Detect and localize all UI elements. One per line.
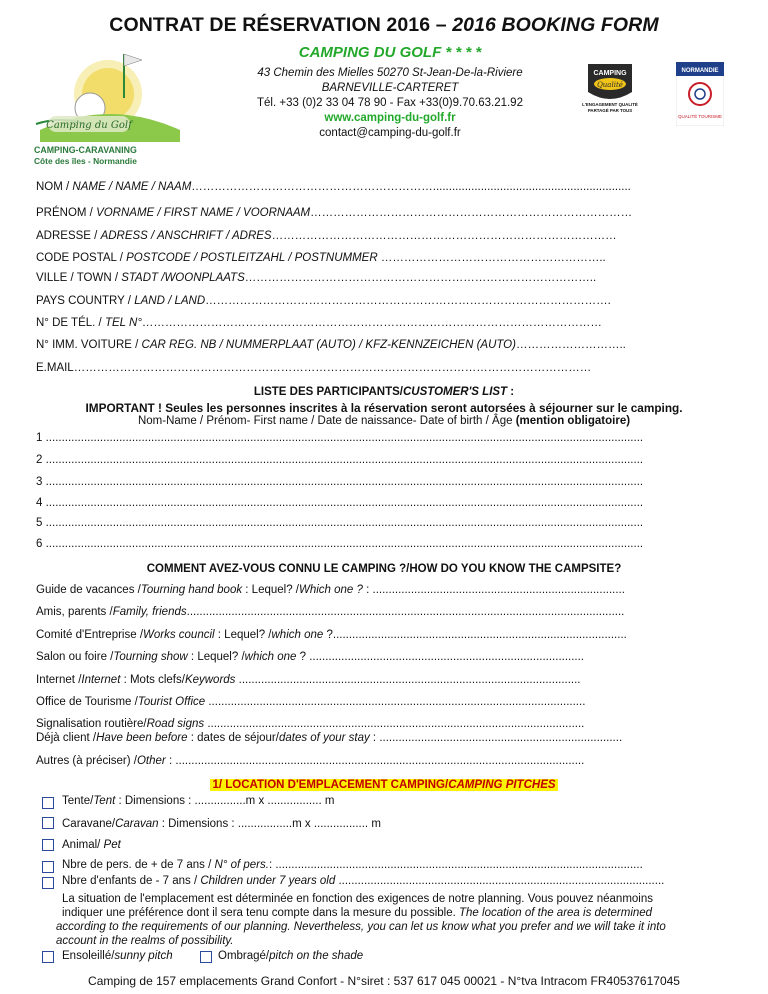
howknow-show[interactable]: Salon ou foire /Tourning show : Lequel? /which one ? ......................................................................................: [36, 651, 584, 663]
svg-text:Qualité: Qualité: [597, 81, 623, 89]
sunny-label: Ensoleillé/sunny pitch: [62, 950, 173, 962]
pitch-note-line-3: according to the requirements of our planning. Nevertheless, you can let us know what you prefer and we will take it into: [56, 921, 666, 933]
camp-name: CAMPING DU GOLF * * * *: [298, 44, 482, 61]
field-prenom[interactable]: PRÉNOM / VORNAME / FIRST NAME / VOORNAAM…………………………………………………………………………: [36, 207, 633, 219]
caravan-checkbox[interactable]: [42, 817, 54, 829]
page-title: CONTRAT DE RÉSERVATION 2016 – 2016 BOOKING FORM: [109, 14, 659, 36]
svg-text:L'ENGAGEMENT QUALITÉ: L'ENGAGEMENT QUALITÉ: [582, 102, 638, 107]
participant-row[interactable]: 6 ...........................................................................................................................................................................................: [36, 538, 644, 550]
pitch-note-line-2: indiquer une préférence dont il sera tenu compte dans la mesure du possible. The location of the area is determined: [62, 907, 653, 919]
field-telephone[interactable]: N° DE TÉL. / TEL N°…………………………………………………………………………………………………………: [36, 317, 602, 329]
participants-heading: LISTE DES PARTICIPANTS/CUSTOMER'S LIST :: [253, 386, 515, 398]
adults-checkbox[interactable]: [42, 861, 54, 873]
field-pays[interactable]: PAYS COUNTRY / LAND / LAND…………………………………………………………………………………………….: [36, 295, 611, 307]
howknow-previous-client[interactable]: Déjà client /Have been before : dates de séjour/dates of your stay : ............................................................................: [36, 732, 623, 744]
svg-text:CAMPING: CAMPING: [593, 70, 627, 77]
tent-checkbox[interactable]: [42, 797, 54, 809]
pitches-heading: 1/ LOCATION D'EMPLACEMENT CAMPING/CAMPING PITCHES: [212, 779, 556, 791]
participant-row[interactable]: 2 ...........................................................................................................................................................................................: [36, 454, 644, 466]
tent-dimensions[interactable]: Tente/Tent : Dimensions : ................m x ................. m: [62, 795, 335, 807]
participants-important: IMPORTANT ! Seules les personnes inscrites à la réservation seront autorsées à séjourner sur le camping.: [85, 401, 683, 415]
address-line-2: BARNEVILLE-CARTERET: [321, 82, 459, 94]
howknow-heading: COMMENT AVEZ-VOUS CONNU LE CAMPING ?/HOW DO YOU KNOW THE CAMPSITE?: [146, 563, 622, 575]
howknow-other[interactable]: Autres (à préciser) /Other : ................................................................................................................................: [36, 755, 585, 767]
address-line-1: 43 Chemin des Mielles 50270 St-Jean-De-la-Riviere: [257, 67, 523, 79]
field-email[interactable]: E.MAIL………………………………………………………………………………………………………………………: [36, 362, 592, 374]
howknow-works-council[interactable]: Comité d'Entreprise /Works council : Lequel? /which one ?............................................................................................: [36, 629, 627, 641]
howknow-internet[interactable]: Internet /Internet : Mots clefs/Keywords ...........................................................................................................: [36, 674, 581, 686]
svg-text:PARTAGÉ PAR TOUS: PARTAGÉ PAR TOUS: [587, 108, 633, 113]
participant-row[interactable]: 4 ...........................................................................................................................................................................................: [36, 497, 644, 509]
svg-text:Camping du Golf: Camping du Golf: [46, 120, 132, 131]
field-code-postal[interactable]: CODE POSTAL / POSTCODE / POSTLEITZAHL / POSTNUMMER …………………………………………………..: [36, 252, 606, 264]
camping-logo: [30, 50, 190, 170]
participant-row[interactable]: 3 ...........................................................................................................................................................................................: [36, 476, 644, 488]
participants-columns: Nom-Name / Prénom- First name / Date de naissance- Date of birth / Âge (mention obligatoire): [137, 415, 631, 427]
participant-row[interactable]: 5 ...........................................................................................................................................................................................: [36, 517, 644, 529]
children-count-field[interactable]: Nbre d'enfants de - 7 ans / Children under 7 years old ......................................................................................................: [62, 875, 665, 887]
field-adresse[interactable]: ADRESSE / ADRESS / ANSCHRIFT / ADRES………………………………………………………………………………: [36, 230, 617, 242]
howknow-tourist-office[interactable]: Office de Tourisme /Tourist Office ......................................................................................................................: [36, 696, 586, 708]
svg-text:Côte des îles - Normandie: Côte des îles - Normandie: [34, 156, 137, 166]
website-link[interactable]: www.camping-du-golf.fr: [324, 112, 456, 124]
howknow-guide[interactable]: Guide de vacances /Tourning hand book : Lequel? /Which one ? : ...............................................................................: [36, 584, 625, 596]
svg-text:NORMANDIE: NORMANDIE: [681, 68, 719, 74]
svg-text:QUALITÉ TOURISME: QUALITÉ TOURISME: [677, 114, 723, 119]
svg-text:CAMPING-CARAVANING: CAMPING-CARAVANING: [34, 145, 137, 155]
pitch-note-line-1: La situation de l'emplacement est déterminée en fonction des exigences de notre planning. Vous pouvez néanmoins: [62, 893, 653, 905]
howknow-friends[interactable]: Amis, parents /Family, friends.........................................................................................................................................: [36, 606, 625, 618]
animal-label: Animal/ Pet: [62, 839, 121, 851]
howknow-road-signs[interactable]: Signalisation routière/Road signs ......................................................................................................................: [36, 718, 585, 730]
caravan-dimensions[interactable]: Caravane/Caravan : Dimensions : .................m x ................. m: [62, 818, 381, 830]
shade-checkbox[interactable]: [200, 951, 212, 963]
animal-checkbox[interactable]: [42, 839, 54, 851]
email-link[interactable]: contact@camping-du-golf.fr: [319, 127, 461, 139]
camping-qualite-badge: [578, 62, 642, 120]
field-nom[interactable]: NOM / NAME / NAME / NAAM………………………………………………………..............................................................: [36, 181, 631, 193]
field-ville[interactable]: VILLE / TOWN / STADT /WOONPLAATS………………………………………………………………………………..: [36, 272, 597, 284]
participant-row[interactable]: 1 ...........................................................................................................................................................................................: [36, 432, 644, 444]
adults-count-field[interactable]: Nbre de pers. de + de 7 ans / N° of pers.: ...................................................................................................................: [62, 859, 643, 871]
field-immatriculation[interactable]: N° IMM. VOITURE / CAR REG. NB / NUMMERPLAAT (AUTO) / KFZ-KENNZEICHEN (AUTO)………………………..: [36, 339, 626, 351]
footer-siret: Camping de 157 emplacements Grand Confort - N°siret : 537 617 045 00021 - N°tva Intracom FR40537617045: [88, 974, 680, 988]
sunny-checkbox[interactable]: [42, 951, 54, 963]
pitch-note-line-4: account in the realms of possibility.: [56, 935, 234, 947]
children-checkbox[interactable]: [42, 877, 54, 889]
shade-label: Ombragé/pitch on the shade: [218, 950, 364, 962]
phone-fax: Tél. +33 (0)2 33 04 78 90 - Fax +33(0)9.70.63.21.92: [257, 97, 523, 109]
normandie-qualite-tourisme-badge: [676, 62, 724, 126]
